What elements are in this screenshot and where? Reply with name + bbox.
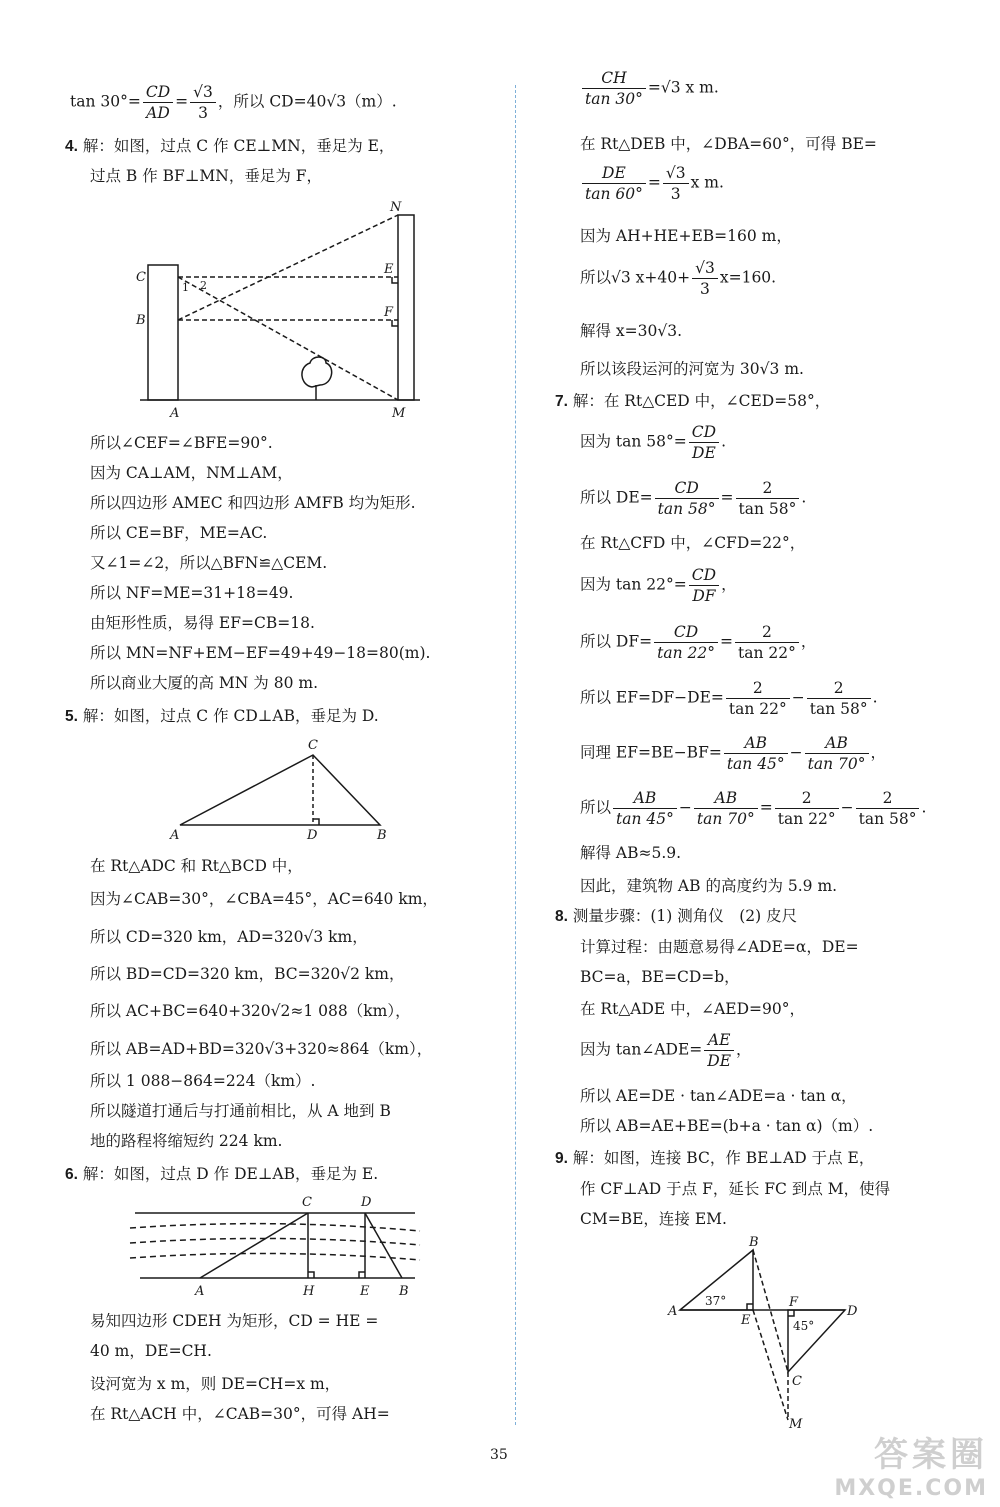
text-line: 由矩形性质，易得 EF=CB=18.: [90, 614, 315, 632]
text-line: 因为 CA⊥AM，NM⊥AM，: [90, 464, 293, 482]
text-line: 所以 AE=DE · tan∠ADE=a · tan α，: [580, 1087, 857, 1105]
line-ef-be: 同理 EF=BE−BF= $\frac{AB}{\tan 45^\circ}$ − $\frac{AB}{\tan 70^\circ}$ ，: [580, 734, 887, 773]
figure-6: [125, 1193, 425, 1303]
line-ab-equation: 所以 $\frac{AB}{\tan 45^\circ}$ − $\frac{AB}{\tan 70^\circ}$ = $\frac{2}{\tan 22^\circ}$ − $\frac{2}{\tan 58^\circ}$ .: [580, 789, 927, 828]
label-N: N: [390, 200, 402, 215]
label-E: E: [741, 1313, 751, 1328]
label-H: H: [303, 1284, 315, 1299]
text-line: 所以四边形 AMEC 和四边形 AMFB 均为矩形.: [90, 494, 416, 512]
text-line: 所以隧道打通后与打通前相比，从 A 地到 B: [90, 1102, 391, 1120]
line-tan-ade: 因为 tan∠ADE= $\frac{AE}{DE}$ ，: [580, 1031, 752, 1070]
text-line: 作 CF⊥AD 于点 F，延长 FC 到点 M，使得: [580, 1180, 891, 1198]
label-angle-1: 1: [182, 281, 189, 294]
problem-5-head: 5. 解：如图，过点 C 作 CD⊥AB，垂足为 D.: [65, 707, 379, 725]
label-D: D: [361, 1195, 372, 1210]
text-line: 在 Rt△ADC 和 Rt△BCD 中，: [90, 857, 303, 875]
problem-7-head: 7. 解：在 Rt△CED 中，∠CED=58°，: [555, 392, 831, 410]
problem-6-head: 6. 解：如图，过点 D 作 DE⊥AB，垂足为 E.: [65, 1165, 379, 1183]
label-B: B: [377, 828, 387, 843]
text-line: 所以 CE=BF，ME=AC.: [90, 524, 268, 542]
label-C: C: [136, 270, 146, 285]
text-line: 在 Rt△DEB 中，∠DBA=60°，可得 BE=: [580, 135, 877, 153]
column-divider: [515, 85, 516, 1425]
problem-4-head: 4. 解：如图，过点 C 作 CE⊥MN，垂足为 E，: [65, 137, 395, 155]
text-line: 所以 BD=CD=320 km，BC=320√2 km，: [90, 965, 405, 983]
text-line: 在 Rt△CFD 中，∠CFD=22°，: [580, 534, 806, 552]
label-C: C: [302, 1195, 312, 1210]
text-line: 所以 AB=AE+BE=(b+a · tan α)（m）.: [580, 1117, 874, 1135]
problem-8-head: 8. 测量步骤：(1) 测角仪 (2) 皮尺: [555, 907, 798, 925]
label-C: C: [308, 738, 318, 753]
label-angle-2: 2: [200, 279, 207, 292]
text-line: 在 Rt△ACH 中，∠CAB=30°，可得 AH=: [90, 1405, 390, 1423]
label-angle-45: 45°: [793, 1319, 815, 1333]
label-F: F: [384, 305, 394, 320]
figure-5: [165, 735, 405, 850]
line-de-tan60: $\frac{DE}{\tan 60^\circ}$ = $\frac{√3}{3}$ x m.: [580, 163, 724, 204]
text-line: 所以商业大厦的高 MN 为 80 m.: [90, 674, 318, 692]
label-M: M: [789, 1417, 803, 1432]
text-line: 地的路程将缩短约 224 km.: [90, 1132, 283, 1150]
label-E: E: [360, 1284, 370, 1299]
label-angle-37: 37°: [705, 1294, 727, 1308]
label-A: A: [668, 1304, 678, 1319]
label-B: B: [136, 313, 146, 328]
label-B: B: [399, 1284, 409, 1299]
text-line: 所以∠CEF=∠BFE=90°.: [90, 434, 273, 452]
building-MN: [398, 215, 414, 400]
line-ch-tan30: $\frac{CH}{\tan 30^\circ}$ =√3 x m.: [580, 68, 719, 109]
text-line: 因为∠CAB=30°，∠CBA=45°，AC=640 km，: [90, 890, 438, 908]
label-M: M: [392, 406, 406, 421]
figure-4: [136, 195, 430, 421]
text-line: 所以 1 088−864=224（km）.: [90, 1072, 316, 1090]
text-line: 易知四边形 CDEH 为矩形，CD = HE =: [90, 1312, 379, 1330]
text-line: 所以 CD=320 km，AD=320√3 km，: [90, 928, 368, 946]
text-line: 解得 AB≈5.9.: [580, 844, 682, 862]
label-D: D: [847, 1304, 858, 1319]
text-line: CM=BE，连接 EM.: [580, 1210, 727, 1228]
tree-icon: [302, 357, 332, 387]
text-line: 所以该段运河的河宽为 30√3 m.: [580, 360, 804, 378]
label-F: F: [789, 1295, 799, 1310]
text-line: 解得 x=30√3.: [580, 322, 683, 340]
line-df: 所以 DF= $\frac{CD}{\tan 22^\circ}$ = $\frac{2}{\tan 22^\circ}$ ，: [580, 623, 817, 662]
line-de: 所以 DE= $\frac{CD}{\tan 58^\circ}$ = $\frac{2}{\tan 58^\circ}$ .: [580, 479, 807, 518]
label-D: D: [307, 828, 318, 843]
text-line: 所以 NF=ME=31+18=49.: [90, 584, 294, 602]
text-line: 在 Rt△ADE 中，∠AED=90°，: [580, 1000, 805, 1018]
problem-4-line2: 过点 B 作 BF⊥MN，垂足为 F，: [90, 167, 323, 185]
text-line: 所以 AB=AD+BD=320√3+320≈864（km），: [90, 1040, 433, 1058]
text-line: 所以 MN=NF+EM−EF=49+49−18=80(m).: [90, 644, 431, 662]
line-tan58: 因为 tan 58°= $\frac{CD}{DE}$ .: [580, 423, 727, 462]
label-A: A: [170, 828, 180, 843]
problem-9-head: 9. 解：如图，连接 BC，作 BE⊥AD 于点 E，: [555, 1149, 875, 1167]
label-A: A: [195, 1284, 205, 1299]
line-tan22: 因为 tan 22°= $\frac{CD}{DF}$ ，: [580, 566, 737, 605]
figure-9: [665, 1235, 885, 1432]
building-AC: [148, 265, 178, 400]
line-equation: 所以√3 x+40+ $\frac{√3}{3}$ x=160.: [580, 259, 777, 298]
text-line: 又∠1=∠2，所以△BFN≌△CEM.: [90, 554, 328, 572]
text-line: BC=a，BE=CD=b，: [580, 968, 740, 986]
line-ef: 所以 EF=DF−DE= $\frac{2}{\tan 22^\circ}$ − $\frac{2}{\tan 58^\circ}$ .: [580, 679, 878, 718]
label-B: B: [749, 1235, 759, 1250]
page-number: 35: [490, 1447, 508, 1463]
text-line: 所以 AC+BC=640+320√2≈1 088（km），: [90, 1002, 411, 1020]
text-line: 计算过程：由题意易得∠ADE=α，DE=: [580, 938, 859, 956]
text-line: 因此，建筑物 AB 的高度约为 5.9 m.: [580, 877, 838, 895]
watermark-logo: 答案圈 MXQE.COM: [834, 1435, 988, 1501]
label-E: E: [384, 262, 394, 277]
text-line: 设河宽为 x m，则 DE=CH=x m，: [90, 1375, 341, 1393]
line-tan30: tan 30°= $\frac{CD}{AD}$ = $\frac{√3}{3}$ ，所以 CD=40√3（m）.: [70, 83, 397, 122]
text-line: 40 m，DE=CH.: [90, 1342, 212, 1360]
text-line: 因为 AH+HE+EB=160 m，: [580, 227, 792, 245]
label-C: C: [792, 1374, 802, 1389]
label-A: A: [170, 406, 180, 421]
